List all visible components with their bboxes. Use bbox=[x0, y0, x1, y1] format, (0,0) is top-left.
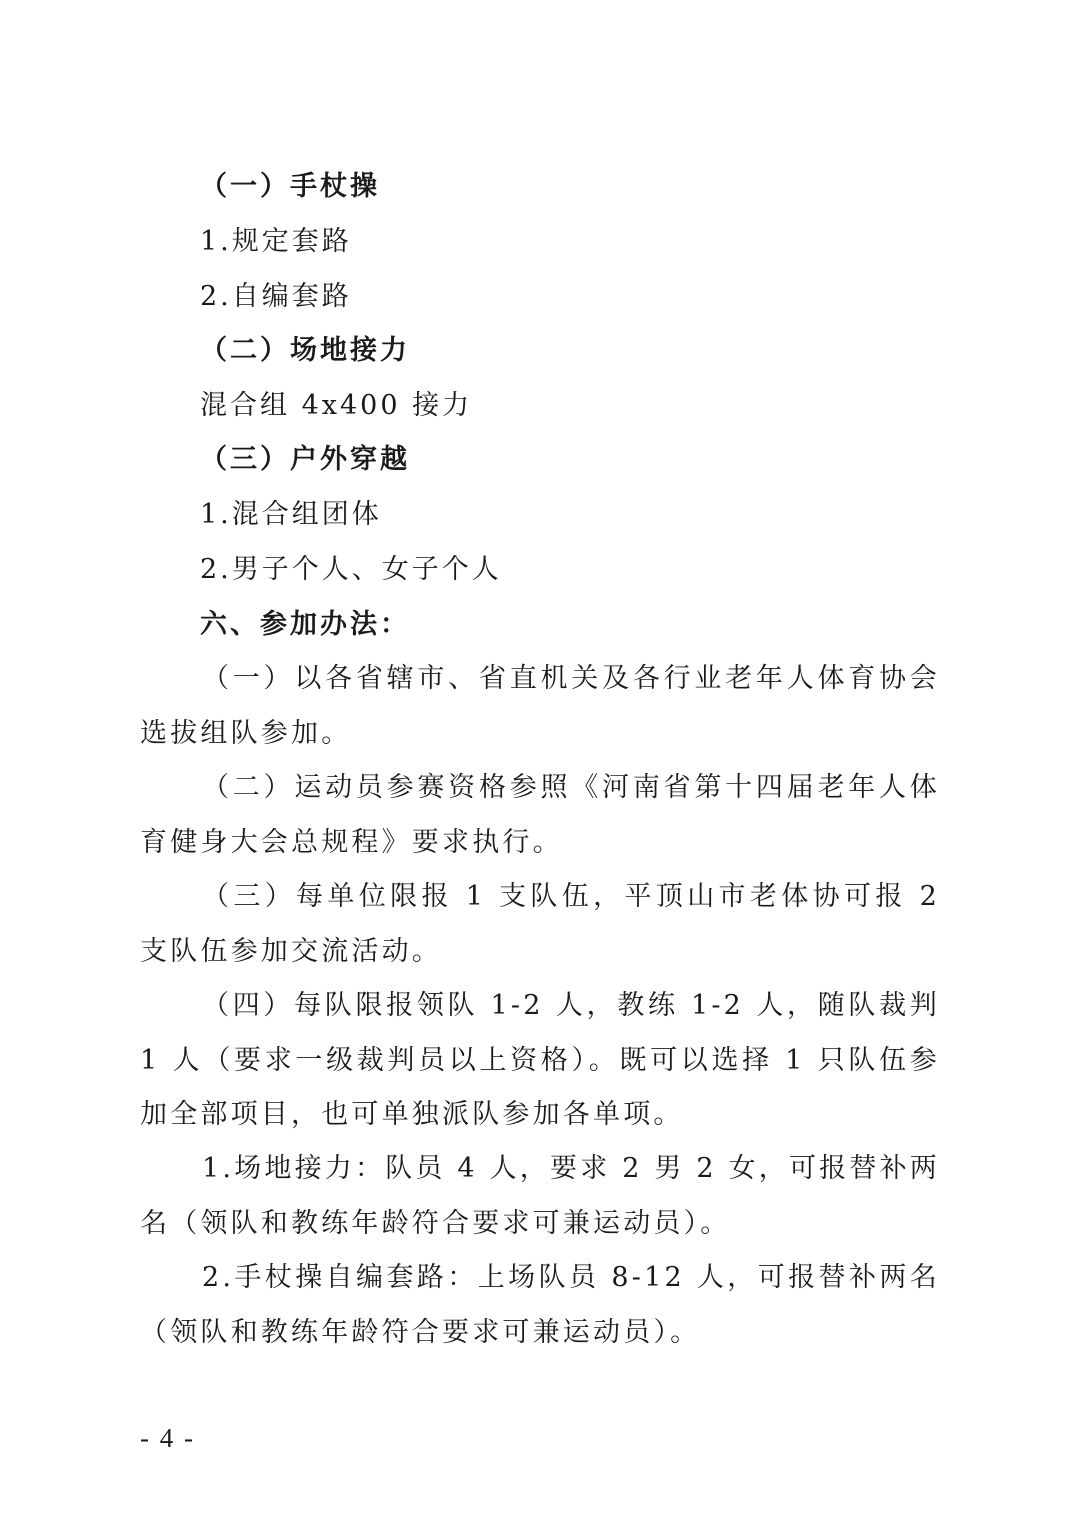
list-item: 1.规定套路 bbox=[200, 226, 352, 257]
section-heading-outdoor: （三）户外穿越 bbox=[200, 444, 410, 475]
list-item: 2.自编套路 bbox=[200, 281, 352, 312]
paragraph: 2.手杖操自编套路：上场队员 8-12 人，可报替补两名（领队和教练年龄符合要求可兼运动员）。 bbox=[140, 1262, 940, 1348]
list-item: 1.混合组团体 bbox=[200, 499, 382, 530]
section-heading-relay: （二）场地接力 bbox=[200, 335, 410, 366]
page-number: - 4 - bbox=[140, 1423, 195, 1453]
list-item: 混合组 4x400 接力 bbox=[200, 390, 473, 421]
paragraph: （三）每单位限报 1 支队伍，平顶山市老体协可报 2 支队伍参加交流活动。 bbox=[140, 881, 940, 967]
paragraph: （一）以各省辖市、省直机关及各行业老年人体育协会选拔组队参加。 bbox=[140, 663, 940, 749]
paragraph: （四）每队限报领队 1-2 人，教练 1-2 人，随队裁判 1 人（要求一级裁判员以上资格）。既可以选择 1 只队伍参加全部项目，也可单独派队参加各单项。 bbox=[140, 990, 940, 1130]
list-item: 2.男子个人、女子个人 bbox=[200, 554, 502, 585]
paragraph: （二）运动员参赛资格参照《河南省第十四届老年人体育健身大会总规程》要求执行。 bbox=[140, 772, 940, 858]
section-heading-shouzhangcao: （一）手杖操 bbox=[200, 171, 380, 202]
paragraph: 1.场地接力：队员 4 人，要求 2 男 2 女，可报替补两名（领队和教练年龄符合要求可兼运动员）。 bbox=[140, 1153, 940, 1239]
section-heading-participation: 六、参加办法： bbox=[200, 609, 410, 640]
